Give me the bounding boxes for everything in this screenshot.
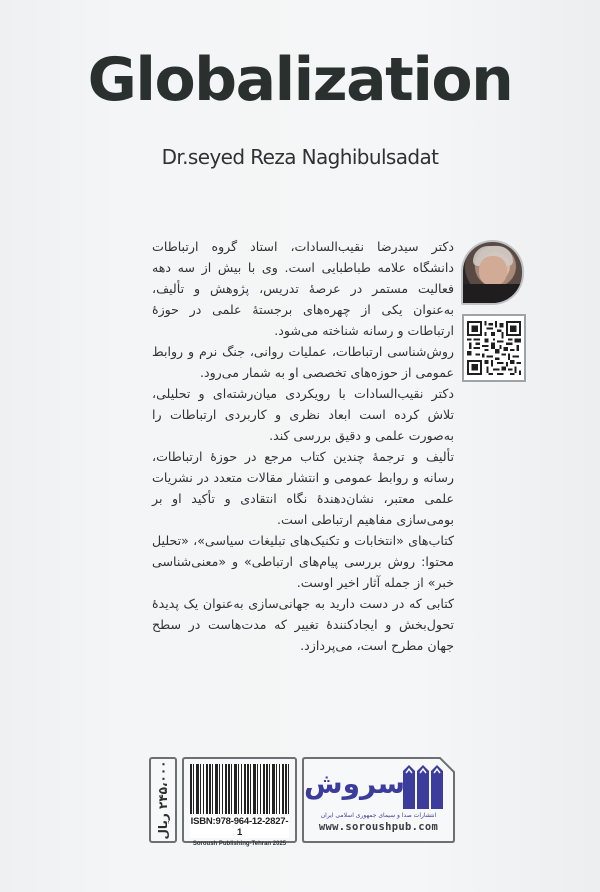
author-bio — [152, 236, 454, 656]
bio-paragraph: دکتر نقیب‌السادات با رویکردی میان‌رشته‌ای و تحلیلی، تلاش کرده است ابعاد نظری و کاربردی ارتباطات را به‌صورت علمی و دقیق بررسی کند. — [152, 386, 454, 443]
qr-code[interactable] — [462, 314, 526, 382]
publisher-box — [302, 757, 455, 843]
isbn-label: ISBN:978-964-12-2827-1 — [190, 816, 289, 838]
barcode-icon — [190, 764, 289, 814]
author-name: Dr.seyed Reza Naghibulsadat — [161, 145, 439, 169]
bio-paragraph: روش‌شناسی ارتباطات، عملیات روانی، جنگ نرم و روابط عمومی از حوزه‌های تخصصی او به شمار می‌رود. — [152, 344, 454, 380]
publisher-tagline: انتشارات صدا و سیمای جمهوری اسلامی ایران — [320, 812, 437, 819]
price-box — [149, 757, 177, 843]
imprint-label: Soroush Publishing-Tehran 2025 — [192, 841, 287, 847]
bio-paragraph: تألیف و ترجمهٔ چندین کتاب مرجع در حوزهٔ ارتباطات، رسانه و روابط عمومی و انتشار مقالات متعدد در نشریات علمی معتبر، نشان‌دهندهٔ نگاه انتقادی و تأکید او بر بومی‌سازی مفاهیم ارتباطی است. — [152, 449, 454, 527]
qr-code-icon — [467, 319, 521, 377]
barcode-box — [182, 757, 297, 847]
photo-face — [479, 256, 507, 286]
bio-paragraph: کتابی که در دست دارید به جهانی‌سازی به‌عنوان یک پدیدهٔ تحول‌بخش و ایجادکنندهٔ تغییر که مدت‌هاست در سطح جهان مطرح است، می‌پردازد. — [152, 596, 454, 653]
publisher-logo-icon — [401, 765, 445, 809]
author-photo — [461, 240, 524, 305]
publisher-url[interactable]: www.soroushpub.com — [318, 821, 439, 833]
book-title: Globalization — [87, 45, 513, 115]
photo-body — [463, 284, 524, 305]
price-label: ۲۴۵،۰۰۰ ریال — [156, 760, 170, 840]
publisher-logo-text: سروش — [304, 767, 405, 800]
bio-paragraph: کتاب‌های «انتخابات و تکنیک‌های تبلیغات سیاسی»، «تحلیل محتوا: روش بررسی پیام‌های ارتباطی» و «معنی‌شناسی خبر» از جمله آثار اخیر اوست. — [152, 533, 454, 590]
bio-paragraph: دکتر سیدرضا نقیب‌السادات، استاد گروه ارتباطات دانشگاه علامه طباطبایی است. وی با بیش از سه دهه فعالیت مستمر در عرصهٔ تدریس، پژوهش و تألیف، به‌عنوان یکی از چهره‌های برجستهٔ علمی در حوزهٔ ارتباطات و رسانه شناخته می‌شود. — [152, 239, 454, 338]
